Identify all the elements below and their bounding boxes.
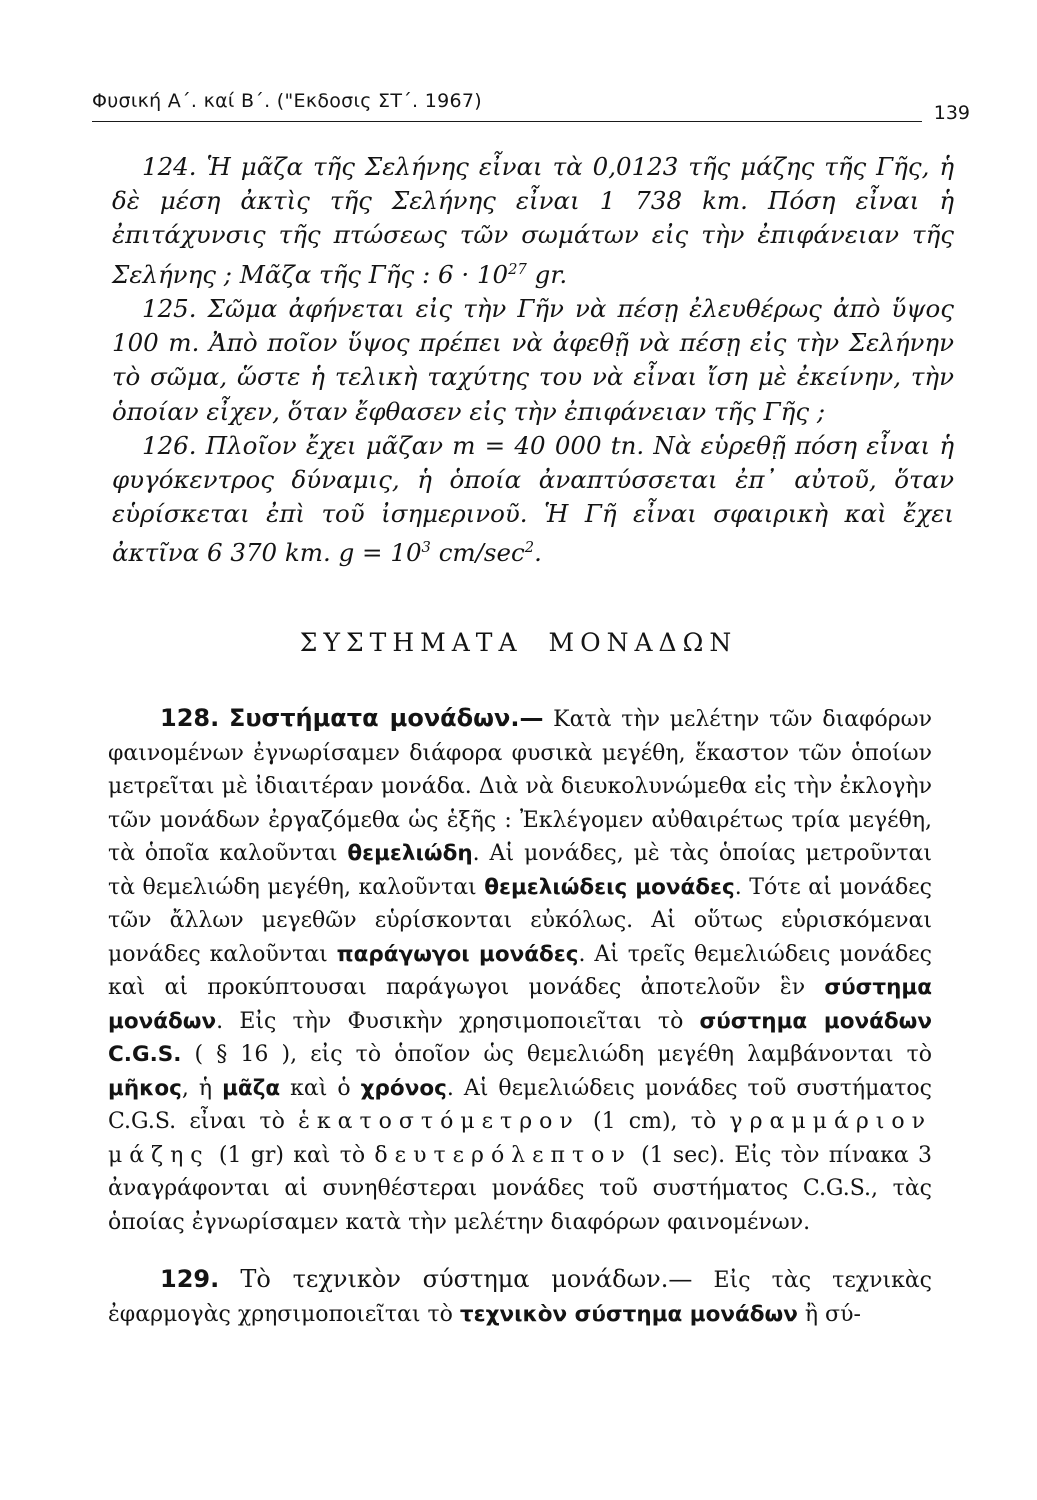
- problem-126: [112, 429, 954, 571]
- paragraph-129: [108, 1263, 932, 1331]
- term-spaced: γραμμάριον μάζης: [108, 1109, 932, 1168]
- problem-text: cm/sec: [430, 538, 525, 568]
- header-rule: [92, 121, 922, 122]
- problems-list: [112, 150, 954, 571]
- paragraph-text: ( § 16 ), εἰς τὸ ὁποῖον ὡς θεμελιώδη μεγέθη λαμβάνονται τὸ: [181, 1042, 932, 1067]
- problem-number: 126.: [142, 430, 197, 460]
- section-title: [0, 628, 1037, 657]
- term-bold: χρόνος: [360, 1075, 447, 1101]
- problem-number: 125.: [142, 293, 197, 323]
- running-title: Φυσική Α΄. καί Β΄. ("Εκδοσις ΣΤ΄. 1967): [92, 90, 483, 112]
- paragraph-text: (1 sec). Εἰς τὸν πίνακα 3 ἀναγράφονται αἱ συνηθέστεραι μονάδες τοῦ συστήματος C.G.S., τὰς ὁποίας ἐγνωρίσαμεν κατὰ τὴν μελέτην διαφόρων φαινομένων.: [108, 1142, 932, 1235]
- term-bold: παράγωγοι μονάδες: [336, 941, 579, 967]
- term-bold: σύστημα μονάδων C.G.S.: [108, 1008, 932, 1067]
- paragraph-text: καὶ ὁ: [280, 1075, 361, 1101]
- paragraph-text: Κατὰ τὴν μελέτην τῶν διαφόρων φαινομένων ἐγνωρίσαμεν διάφορα φυσικὰ μεγέθη, ἕκαστον τῶν ὁποίων μετρεῖται μὲ ἰδιαιτέραν μονάδα. Διὰ νὰ διευκολυνώμεθα εἰς τὴν ἐκλογὴν τῶν μονάδων ἐργαζόμεθα ὡς ἑξῆς : Ἐκλέγομεν αὐθαιρέτως τρία μεγέθη, τὰ ὁποῖα καλοῦνται: [108, 707, 932, 866]
- term-bold: θεμελιώδεις μονάδες: [484, 874, 735, 900]
- paragraph-text: . Εἰς τὴν Φυσικὴν χρησιμοποιεῖται τὸ: [216, 1008, 700, 1034]
- term-spaced: δευτερόλεπτον: [374, 1142, 632, 1168]
- problem-text: Ἡ μᾶζα τῆς Σελήνης εἶναι τὰ 0,0123 τῆς μάζης τῆς Γῆς, ἡ δὲ μέση ἀκτὶς τῆς Σελήνης εἶναι 1 738 km. Πόση εἶναι ἡ ἐπιτάχυνσις τῆς πτώσεως τῶν σωμάτων εἰς τὴν ἐπιφάνειαν τῆς Σελήνης ; Μᾶζα τῆς Γῆς : 6 · 10: [112, 152, 954, 289]
- paragraph-text: . Αἱ μονάδες, μὲ τὰς ὁποίας μετροῦνται τὰ θεμελιώδη μεγέθη, καλοῦνται: [108, 841, 932, 900]
- exponent: 27: [508, 260, 527, 278]
- paragraph-text: (1 cm), τὸ: [579, 1109, 730, 1134]
- term-bold: σύστημα μονάδων: [108, 975, 932, 1034]
- page-header: [92, 84, 970, 124]
- problem-text: Σῶμα ἀφήνεται εἰς τὴν Γῆν νὰ πέσῃ ἐλευθέρως ἀπὸ ὕψος 100 m. Ἀπὸ ποῖον ὕψος πρέπει νὰ ἀφεθῇ νὰ πέσῃ εἰς τὴν Σελήνην τὸ σῶμα, ὥστε ἡ τελικὴ ταχύτης του νὰ εἶναι ἴση μὲ ἐκείνην, τὴν ὁποίαν εἶχεν, ὅταν ἔφθασεν εἰς τὴν ἐπιφάνειαν τῆς Γῆς ;: [112, 293, 954, 426]
- paragraph-text: , ἡ: [181, 1075, 223, 1101]
- problem-number: 124.: [142, 152, 197, 181]
- section-title-word: ΜΟΝΑΔΩΝ: [548, 628, 738, 657]
- problem-125: [112, 292, 954, 429]
- paragraph-text: (1 gr) καὶ τὸ: [209, 1142, 375, 1168]
- term-bold: μᾶζα: [222, 1075, 281, 1101]
- term-bold: μῆκος: [108, 1075, 182, 1101]
- paragraph-128: [108, 702, 932, 1239]
- paragraph-title: Τὸ τεχνικὸν σύστημα μονάδων.—: [240, 1265, 693, 1293]
- term-bold: θεμελιώδη: [347, 841, 473, 866]
- term-spaced: ἑκατοστόμετρον: [298, 1109, 580, 1134]
- paragraph-text: . Αἱ τρεῖς θεμελιώδεις μονάδες καὶ αἱ προκύπτουσαι παράγωγοι μονάδες ἀποτελοῦν ἓν: [108, 941, 933, 1000]
- body-text: [108, 702, 932, 1355]
- paragraph-title: Συστήματα μονάδων.—: [228, 704, 544, 732]
- problem-text: gr.: [526, 259, 568, 289]
- paragraph-text: . Τότε αἱ μονάδες τῶν ἄλλων μεγεθῶν εὑρίσκονται εὐκόλως. Αἱ οὕτως εὑρισκόμεναι μονάδες καλοῦνται: [108, 874, 932, 967]
- term-bold: τεχνικὸν σύστημα μονάδων: [459, 1301, 798, 1327]
- paragraph-text: Εἰς τὰς τεχνικὰς ἐφαρμογὰς χρησιμοποιεῖται τὸ: [108, 1268, 932, 1327]
- paragraph-text: . Αἱ θεμελιώδεις μονάδες τοῦ συστήματος C.G.S. εἶναι τὸ: [108, 1075, 932, 1134]
- section-title-word: ΣΥΣΤΗΜΑΤΑ: [299, 628, 523, 657]
- page-number: 139: [933, 102, 970, 124]
- problem-text: .: [534, 538, 542, 568]
- paragraph-text: ἢ σύ-: [797, 1301, 861, 1327]
- exponent: 3: [421, 539, 431, 557]
- exponent: 2: [524, 539, 535, 557]
- problem-124: [112, 150, 954, 292]
- paragraph-number: 129.: [160, 1265, 220, 1293]
- problem-text: Πλοῖον ἔχει μᾶζαν m = 40 000 tn. Νὰ εὑρεθῇ πόση εἶναι ἡ φυγόκεντρος δύναμις, ἡ ὁποία ἀναπτύσσεται ἐπ᾿ αὐτοῦ, ὅταν εὑρίσκεται ἐπὶ τοῦ ἰσημερινοῦ. Ἡ Γῆ εἶναι σφαιρικὴ καὶ ἔχει ἀκτῖνα 6 370 km. g = 10: [112, 430, 954, 568]
- paragraph-number: 128.: [160, 704, 220, 732]
